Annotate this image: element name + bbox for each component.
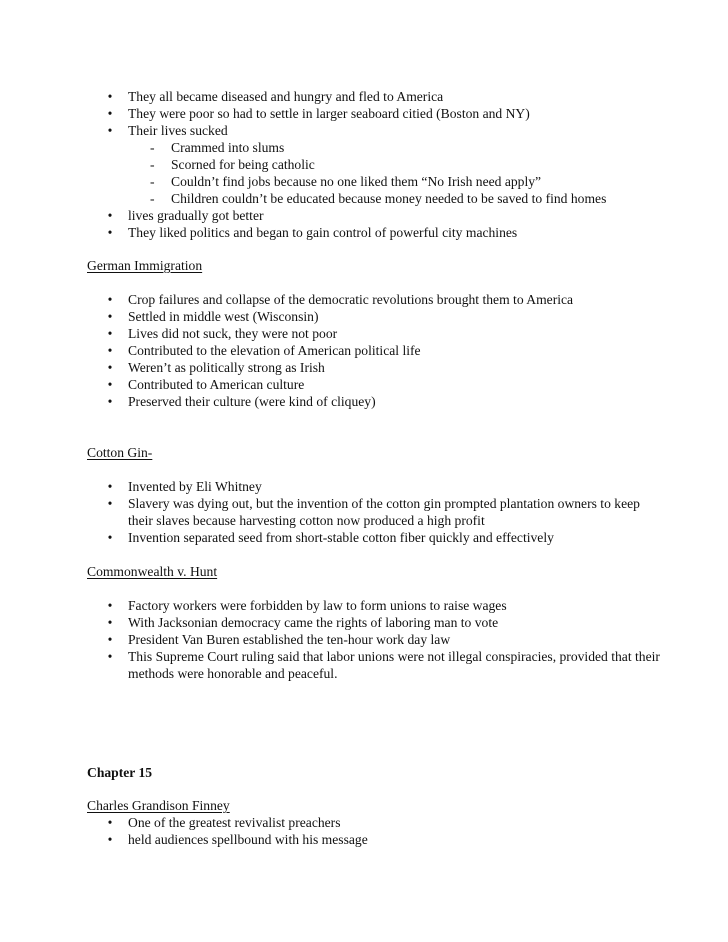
list-item-text: held audiences spellbound with his message [128, 832, 368, 847]
list-item [0, 122, 728, 207]
sub-list-item-text: Children couldn’t be educated because money needed to be saved to find homes [171, 191, 607, 206]
list-item [0, 359, 728, 376]
list-item-text: Contributed to American culture [128, 377, 305, 392]
list-item [0, 325, 728, 342]
list-item [0, 614, 728, 631]
bullet-icon: • [107, 394, 113, 409]
list-item-text: With Jacksonian democracy came the rights of laboring man to vote [128, 615, 499, 630]
list-item [0, 831, 728, 848]
bullet-icon: • [107, 208, 113, 223]
bullet-icon: • [107, 123, 113, 138]
list-item [0, 393, 728, 410]
bullet-icon: • [107, 598, 113, 613]
list-item-text: lives gradually got better [128, 208, 264, 223]
bullet-icon: • [107, 326, 113, 341]
list-item-text: Weren’t as politically strong as Irish [128, 360, 325, 375]
list-item-text: Invention separated seed from short-stable cotton fiber quickly and effectively [128, 530, 554, 545]
sub-list-item [128, 173, 664, 190]
list-item-text: Slavery was dying out, but the invention of the cotton gin prompted plantation owners to keep their slaves because harvesting cotton now produced a high profit [128, 496, 640, 528]
list-item-text: Preserved their culture (were kind of cliquey) [128, 394, 376, 409]
bullet-icon: • [107, 292, 113, 307]
bullet-icon: • [107, 615, 113, 630]
german-immigration-heading: German Immigration [87, 258, 203, 273]
finney-bullet-list [0, 814, 728, 848]
list-item-text: Contributed to the elevation of American political life [128, 343, 421, 358]
german-bullet-list [0, 291, 728, 410]
list-item [0, 224, 728, 241]
list-item [0, 478, 728, 495]
list-item [0, 342, 728, 359]
bullet-icon: • [107, 377, 113, 392]
list-item [0, 631, 728, 648]
list-item [0, 207, 728, 224]
dash-icon: - [150, 157, 155, 172]
bullet-icon: • [107, 309, 113, 324]
bullet-icon: • [107, 649, 113, 664]
list-item-text: They all became diseased and hungry and fled to America [128, 89, 444, 104]
commonwealth-v-hunt-heading: Commonwealth v. Hunt [87, 564, 218, 579]
sub-list-item-text: Scorned for being catholic [171, 157, 315, 172]
list-item-text: Settled in middle west (Wisconsin) [128, 309, 319, 324]
sub-list-item [128, 190, 664, 207]
list-item-text: They were poor so had to settle in larger seaboard citied (Boston and NY) [128, 106, 530, 121]
list-item [0, 291, 728, 308]
bullet-icon: • [107, 496, 113, 511]
charles-grandison-finney-heading: Charles Grandison Finney [87, 798, 230, 813]
list-item-text: They liked politics and began to gain control of powerful city machines [128, 225, 518, 240]
bullet-icon: • [107, 530, 113, 545]
list-item-text: Invented by Eli Whitney [128, 479, 262, 494]
bullet-icon: • [107, 106, 113, 121]
list-item [0, 105, 728, 122]
sub-list-item [128, 139, 664, 156]
list-item-text: Crop failures and collapse of the democratic revolutions brought them to America [128, 292, 574, 307]
bullet-icon: • [107, 343, 113, 358]
list-item [0, 376, 728, 393]
list-item [0, 529, 728, 546]
cotton-gin-bullet-list [0, 478, 728, 546]
bullet-icon: • [107, 832, 113, 847]
sub-list-item-text: Couldn’t find jobs because no one liked them “No Irish need apply” [171, 174, 542, 189]
list-item [0, 597, 728, 614]
dash-icon: - [150, 191, 155, 206]
list-item-text: President Van Buren established the ten-hour work day law [128, 632, 451, 647]
dash-icon: - [150, 174, 155, 189]
list-item-text: Their lives sucked [128, 123, 228, 138]
list-item-text: This Supreme Court ruling said that labor unions were not illegal conspiracies, provided that their methods were honorable and peaceful. [128, 649, 660, 681]
list-item [0, 308, 728, 325]
cotton-gin-heading: Cotton Gin- [87, 445, 153, 460]
sub-list-item-text: Crammed into slums [171, 140, 285, 155]
bullet-icon: • [107, 89, 113, 104]
bullet-icon: • [107, 360, 113, 375]
list-item-text: Lives did not suck, they were not poor [128, 326, 338, 341]
commonwealth-bullet-list [0, 597, 728, 682]
chapter-title: Chapter 15 [87, 765, 153, 780]
list-item [0, 648, 728, 682]
dash-icon: - [150, 140, 155, 155]
irish-bullet-list [0, 88, 728, 241]
bullet-icon: • [107, 632, 113, 647]
list-item-text: One of the greatest revivalist preachers [128, 815, 341, 830]
list-item [0, 814, 728, 831]
bullet-icon: • [107, 479, 113, 494]
sub-bullet-list [128, 139, 664, 207]
sub-list-item [128, 156, 664, 173]
bullet-icon: • [107, 225, 113, 240]
list-item [0, 495, 728, 529]
list-item [0, 88, 728, 105]
bullet-icon: • [107, 815, 113, 830]
list-item-text: Factory workers were forbidden by law to form unions to raise wages [128, 598, 507, 613]
